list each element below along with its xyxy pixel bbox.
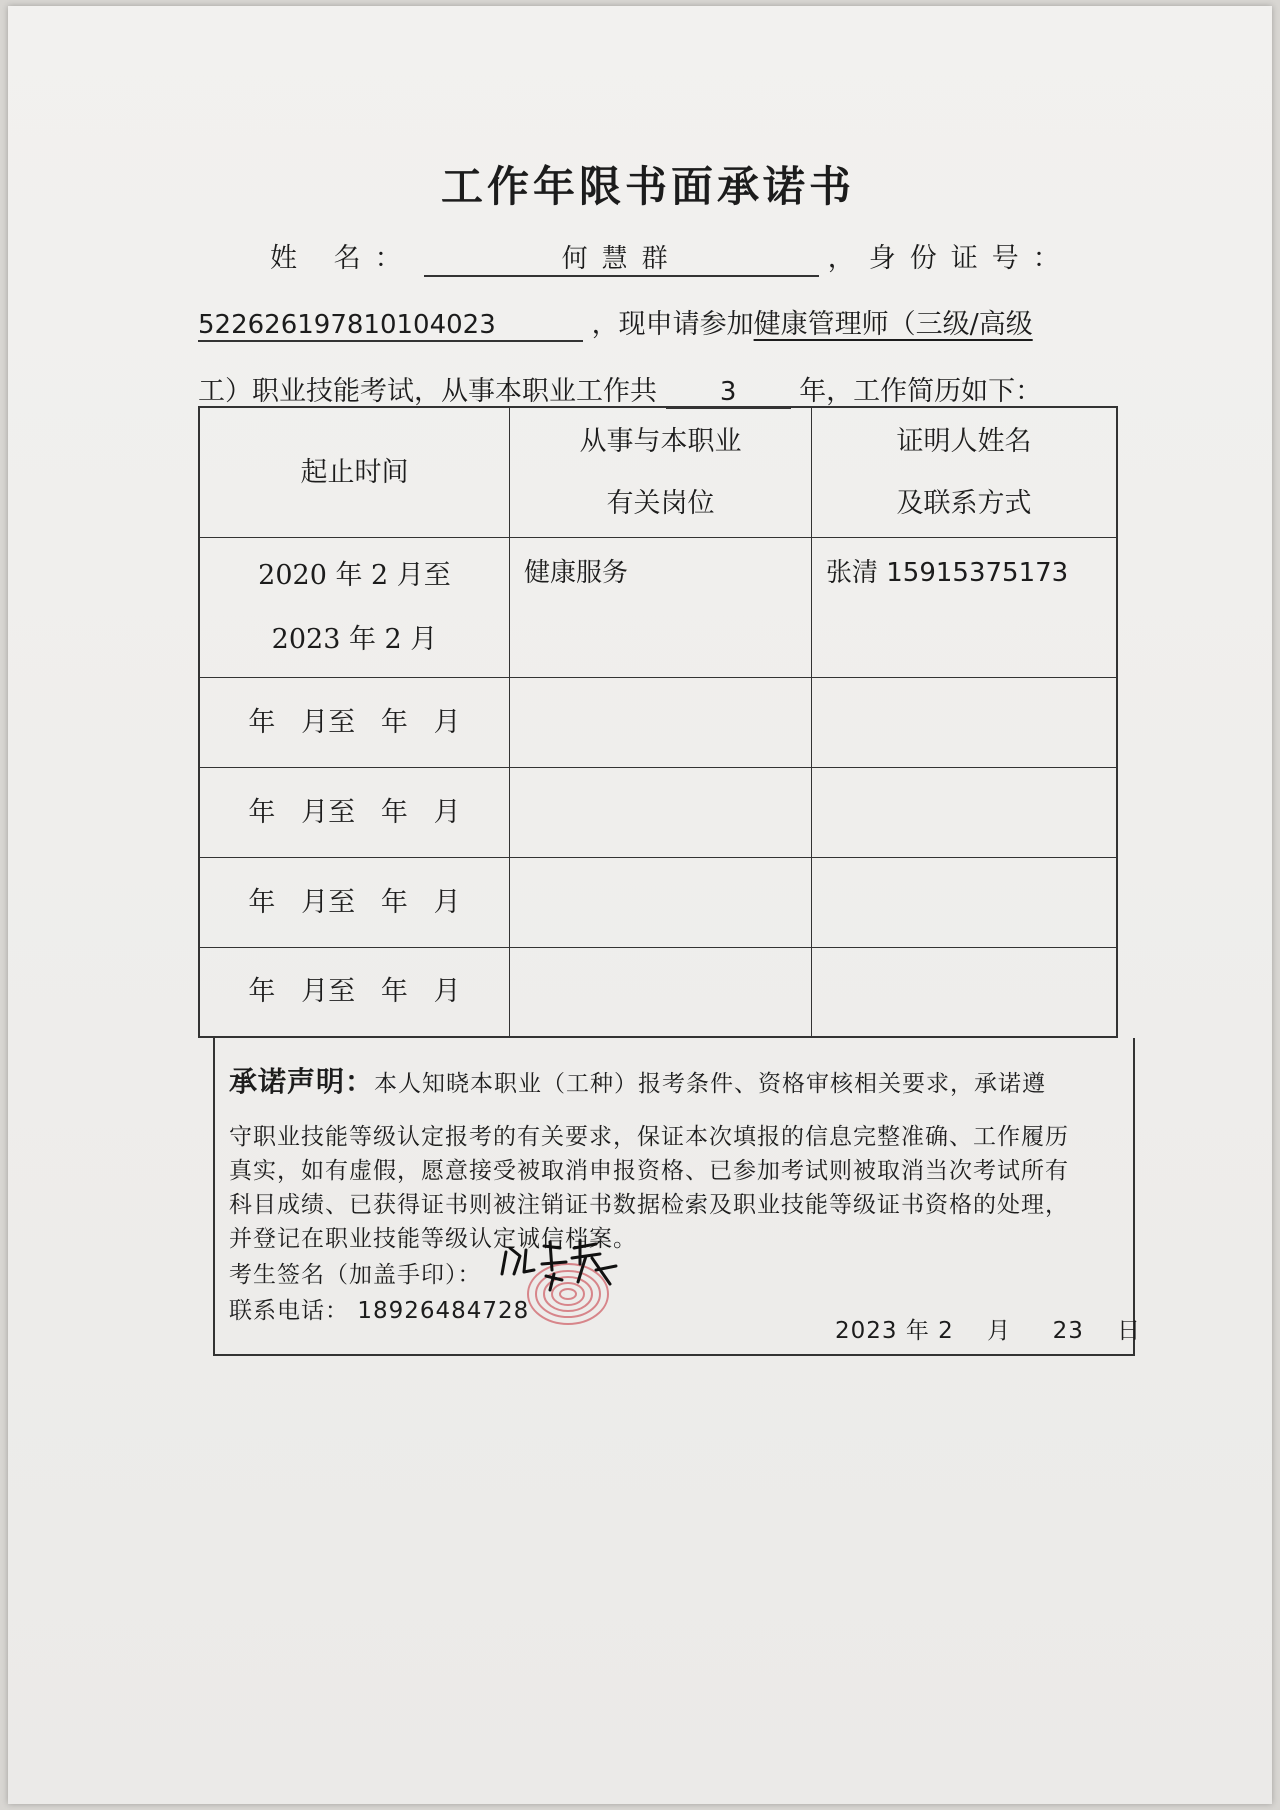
name-label: 姓 名： [270, 243, 416, 274]
period-line1: 年 月至 年 月 [248, 886, 461, 918]
date-row [835, 1312, 1141, 1345]
table-row-5-period [200, 948, 510, 1036]
table-row-2-period [200, 678, 510, 768]
table-row-5-witness [812, 948, 1116, 1036]
table-row-1-witness [812, 538, 1116, 678]
document-title: 工作年限书面承诺书 [440, 162, 855, 211]
table-row-3-period [200, 768, 510, 858]
promise-line-1 [229, 1060, 1046, 1100]
apply-line [198, 302, 1033, 342]
document-page [8, 6, 1272, 1804]
witness-value: 张清 15915375173 [826, 558, 1069, 588]
period-line1: 年 月至 年 月 [248, 976, 461, 1007]
name-line [270, 236, 1074, 277]
date-day-unit: 日 [1117, 1318, 1142, 1344]
handwritten-signature [500, 1234, 620, 1294]
position-value: 健康服务 [524, 558, 629, 588]
promise-text-1: 本人知晓本职业（工种）报考条件、资格审核相关要求，承诺遵 [374, 1071, 1047, 1097]
header-witness-line1: 证明人姓名 [896, 425, 1032, 457]
id-label: ，身份证号： [827, 243, 1074, 274]
promise-box [213, 1038, 1142, 1356]
period-line1: 年 月至 年 月 [248, 796, 461, 828]
period-line1: 2020 年 2 月至 [258, 559, 451, 591]
work-history-table [198, 406, 1118, 1038]
phone-row [229, 1292, 529, 1325]
table-row-4-position [510, 858, 812, 948]
header-period [200, 408, 510, 538]
header-witness [812, 408, 1116, 538]
date-day: 23 [1052, 1318, 1084, 1344]
table-row-1-period [200, 538, 510, 678]
date-year-unit: 年 [905, 1318, 930, 1344]
years-value: 3 [666, 377, 791, 409]
date-month-unit: 月 [987, 1318, 1012, 1344]
date-year: 2023 [835, 1318, 898, 1344]
header-position-line2: 有关岗位 [606, 487, 715, 519]
apply-prefix: ，现申请参加 [591, 309, 754, 340]
table-row-2-witness [812, 678, 1116, 768]
table-row-3-position [510, 768, 812, 858]
header-period-label: 起止时间 [300, 456, 409, 488]
table-row-2-position [510, 678, 812, 768]
phone-label: 联系电话： [229, 1298, 349, 1324]
header-witness-line2: 及联系方式 [896, 487, 1032, 519]
promise-line-3: 真实，如有虚假，愿意接受被取消申报资格、已参加考试则被取消当次考试所有 [229, 1158, 1069, 1184]
table-row-4-witness [812, 858, 1116, 948]
id-value: 522626197810104023 [198, 310, 583, 342]
promise-lead: 承诺声明： [229, 1065, 375, 1098]
name-value: 何慧群 [424, 238, 819, 277]
years-line [198, 369, 1042, 409]
period-line1: 年 月至 年 月 [248, 706, 461, 738]
apply-suffix: 职业技能考试，从事本职业工作共 [252, 376, 657, 407]
apply-occupation-line1: 健康管理师（三级/高级 [753, 309, 1033, 340]
period-line2: 2023 年 2 月 [271, 623, 438, 655]
apply-occupation-line2: 工） [198, 376, 252, 407]
header-position [510, 408, 812, 538]
table-row-5-position [510, 948, 812, 1036]
promise-line-4: 科目成绩、已获得证书则被注销证书数据检索及职业技能等级证书资格的处理， [229, 1192, 1069, 1218]
table-row-3-witness [812, 768, 1116, 858]
years-suffix: 年，工作简历如下： [799, 376, 1043, 407]
header-position-line1: 从事与本职业 [579, 425, 742, 457]
promise-line-5: 并登记在职业技能等级认定诚信档案。 [229, 1226, 637, 1252]
table-row-1-position [510, 538, 812, 678]
promise-line-2: 守职业技能等级认定报考的有关要求，保证本次填报的信息完整准确、工作履历 [229, 1124, 1069, 1150]
table-row-4-period [200, 858, 510, 948]
phone-value: 18926484728 [357, 1298, 530, 1324]
signature-label: 考生签名（加盖手印）： [229, 1262, 482, 1288]
date-month: 2 [938, 1318, 954, 1344]
